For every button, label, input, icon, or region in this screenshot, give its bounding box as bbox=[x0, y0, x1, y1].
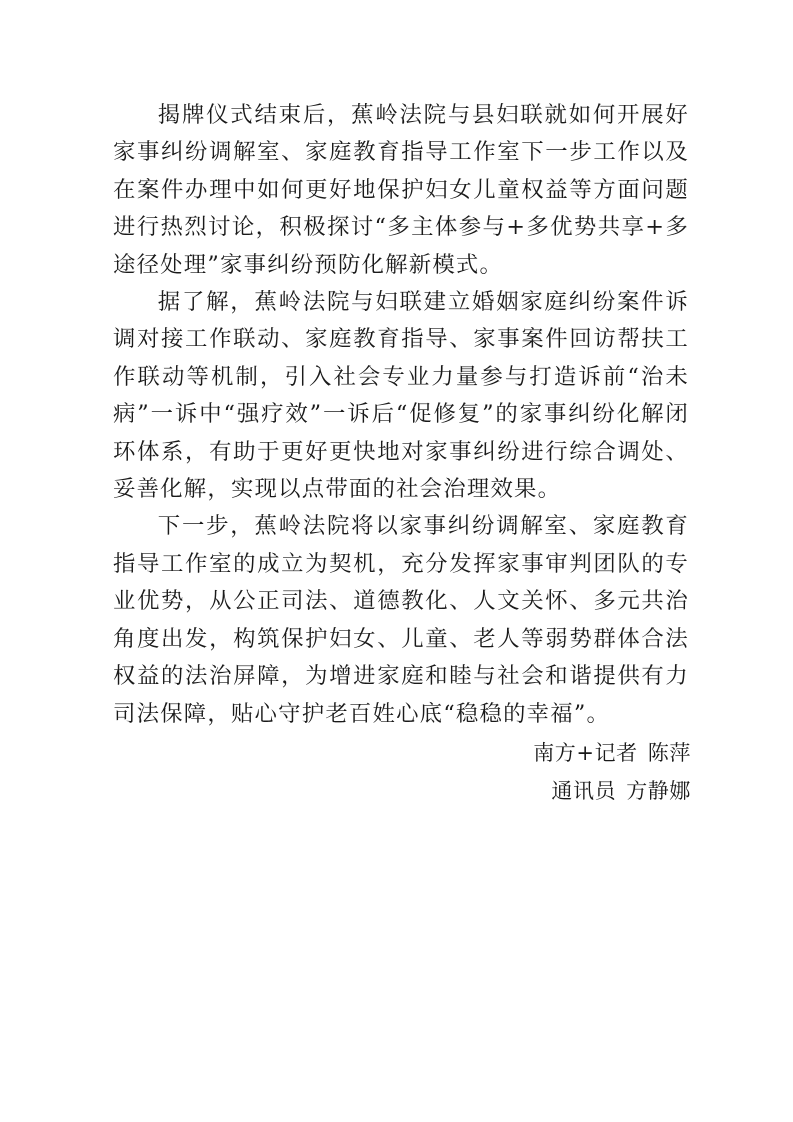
correspondent-name: 方静娜 bbox=[626, 779, 691, 803]
correspondent-label: 通讯员 bbox=[551, 779, 617, 803]
correspondent-byline bbox=[391, 776, 691, 806]
article-body bbox=[113, 97, 689, 733]
reporter-name: 陈萍 bbox=[647, 741, 691, 765]
reporter-label: 南方+记者 bbox=[533, 741, 638, 765]
paragraph-3: 下一步，蕉岭法院将以家事纠纷调解室、家庭教育指导工作室的成立为契机，充分发挥家事审判团队的专业优势，从公正司法、道德教化、人文关怀、多元共治角度出发，构筑保护妇女、儿童、老人等弱势群体合法权益的法治屏障，为增进家庭和睦与社会和谐提供有力司法保障，贴心守护老百姓心底“稳稳的幸福”。 bbox=[113, 513, 689, 727]
reporter-byline bbox=[391, 738, 691, 768]
paragraph-1: 揭牌仪式结束后，蕉岭法院与县妇联就如何开展好家事纠纷调解室、家庭教育指导工作室下一步工作以及在案件办理中如何更好地保护妇女儿童权益等方面问题进行热烈讨论，积极探讨“多主体参与+多优势共享+多途径处理”家事纠纷预防化解新模式。 bbox=[113, 102, 689, 278]
paragraph-2: 据了解，蕉岭法院与妇联建立婚姻家庭纠纷案件诉调对接工作联动、家庭教育指导、家事案件回访帮扶工作联动等机制，引入社会专业力量参与打造诉前“治未病”一诉中“强疗效”一诉后“促修复”的家事纠纷化解闭环体系，有助于更好更快地对家事纠纷进行综合调处、妥善化解，实现以点带面的社会治理效果。 bbox=[113, 289, 689, 503]
